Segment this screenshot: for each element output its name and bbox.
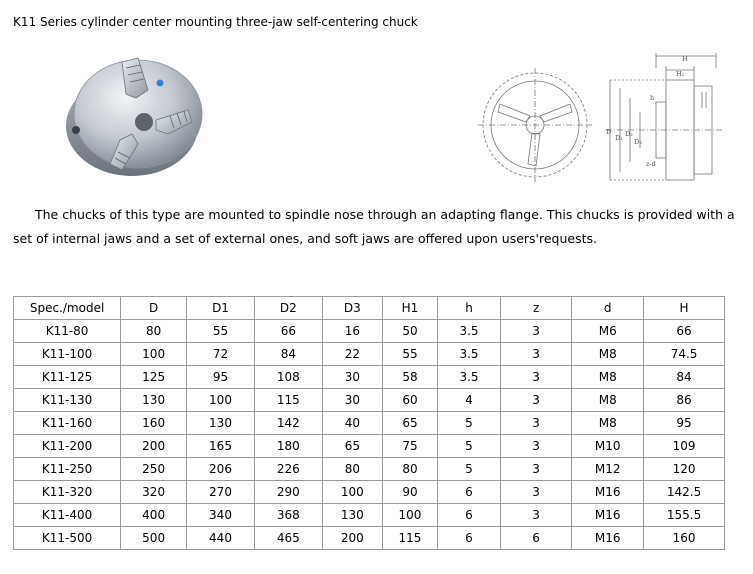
table-cell: K11-500 — [14, 527, 121, 550]
side-section-drawing — [606, 52, 726, 197]
table-cell: 6 — [438, 504, 501, 527]
table-cell: M8 — [572, 412, 644, 435]
table-cell: 16 — [322, 320, 382, 343]
table-cell: 340 — [187, 504, 255, 527]
table-cell: 5 — [438, 412, 501, 435]
table-cell: 86 — [644, 389, 725, 412]
table-cell: 130 — [322, 504, 382, 527]
column-header: D1 — [187, 297, 255, 320]
table-cell: 115 — [254, 389, 322, 412]
table-cell: 3 — [500, 458, 571, 481]
table-cell: 60 — [382, 389, 437, 412]
table-cell: 90 — [382, 481, 437, 504]
table-cell: 200 — [322, 527, 382, 550]
table-cell: K11-400 — [14, 504, 121, 527]
table-cell: 3 — [500, 320, 571, 343]
table-cell: K11-125 — [14, 366, 121, 389]
table-cell: K11-100 — [14, 343, 121, 366]
table-cell: 6 — [438, 481, 501, 504]
table-cell: 100 — [187, 389, 255, 412]
front-view-drawing — [476, 66, 594, 184]
table-cell: 50 — [382, 320, 437, 343]
label-h1: H₁ — [676, 70, 685, 78]
table-cell: M8 — [572, 389, 644, 412]
table-cell: 22 — [322, 343, 382, 366]
table-cell: M12 — [572, 458, 644, 481]
table-cell: 400 — [121, 504, 187, 527]
table-cell: 155.5 — [644, 504, 725, 527]
table-cell: 109 — [644, 435, 725, 458]
chuck-photo — [60, 48, 210, 183]
column-header: D2 — [254, 297, 322, 320]
table-cell: 3.5 — [438, 320, 501, 343]
column-header: H1 — [382, 297, 437, 320]
table-cell: K11-200 — [14, 435, 121, 458]
table-row — [14, 320, 725, 343]
table-cell: 40 — [322, 412, 382, 435]
table-cell: 6 — [438, 527, 501, 550]
table-row — [14, 504, 725, 527]
column-header: h — [438, 297, 501, 320]
label-d: D — [606, 128, 612, 136]
table-cell: 80 — [322, 458, 382, 481]
column-header: D — [121, 297, 187, 320]
table-cell: 120 — [644, 458, 725, 481]
table-cell: 165 — [187, 435, 255, 458]
table-cell: 74.5 — [644, 343, 725, 366]
table-cell: 80 — [121, 320, 187, 343]
label-z: z-d — [646, 160, 656, 168]
table-cell: 270 — [187, 481, 255, 504]
table-cell: 30 — [322, 366, 382, 389]
table-row — [14, 435, 725, 458]
table-cell: 115 — [382, 527, 437, 550]
table-cell: 72 — [187, 343, 255, 366]
table-cell: 55 — [187, 320, 255, 343]
table-cell: M6 — [572, 320, 644, 343]
table-row — [14, 343, 725, 366]
table-cell: 80 — [382, 458, 437, 481]
page-title: K11 Series cylinder center mounting three-jaw self-centering chuck — [13, 15, 418, 29]
table-cell: M16 — [572, 504, 644, 527]
table-cell: 5 — [438, 458, 501, 481]
table-row — [14, 389, 725, 412]
table-cell: 3 — [500, 366, 571, 389]
table-cell: 5 — [438, 435, 501, 458]
table-cell: 160 — [644, 527, 725, 550]
label-h: h — [650, 94, 655, 102]
table-cell: 125 — [121, 366, 187, 389]
spec-table — [13, 296, 725, 550]
table-cell: 226 — [254, 458, 322, 481]
table-cell: K11-80 — [14, 320, 121, 343]
table-cell: M8 — [572, 343, 644, 366]
table-cell: 3 — [500, 435, 571, 458]
table-cell: 100 — [121, 343, 187, 366]
table-cell: 465 — [254, 527, 322, 550]
figures — [0, 38, 753, 198]
table-header-row — [14, 297, 725, 320]
table-row — [14, 366, 725, 389]
column-header: Spec./model — [14, 297, 121, 320]
table-cell: 160 — [121, 412, 187, 435]
table-cell: 100 — [382, 504, 437, 527]
table-cell: M10 — [572, 435, 644, 458]
table-row — [14, 458, 725, 481]
label-d1: D₁ — [615, 134, 623, 142]
table-cell: M16 — [572, 481, 644, 504]
table-cell: 130 — [121, 389, 187, 412]
table-cell: 55 — [382, 343, 437, 366]
column-header: z — [500, 297, 571, 320]
table-cell: 3 — [500, 412, 571, 435]
table-cell: 108 — [254, 366, 322, 389]
table-cell: K11-320 — [14, 481, 121, 504]
table-cell: 4 — [438, 389, 501, 412]
table-cell: M8 — [572, 366, 644, 389]
table-cell: 84 — [254, 343, 322, 366]
table-cell: 200 — [121, 435, 187, 458]
column-header: D3 — [322, 297, 382, 320]
table-cell: 75 — [382, 435, 437, 458]
table-cell: 206 — [187, 458, 255, 481]
table-cell: 320 — [121, 481, 187, 504]
table-cell: 66 — [254, 320, 322, 343]
label-d2: D₂ — [625, 130, 633, 138]
table-cell: 3 — [500, 481, 571, 504]
label-d3: D₃ — [634, 138, 642, 146]
table-cell: 3.5 — [438, 343, 501, 366]
table-cell: M16 — [572, 527, 644, 550]
table-cell: 95 — [187, 366, 255, 389]
label-h-overall: H — [682, 55, 688, 63]
table-cell: 250 — [121, 458, 187, 481]
table-cell: K11-250 — [14, 458, 121, 481]
table-cell: 100 — [322, 481, 382, 504]
table-cell: 3 — [500, 504, 571, 527]
description-paragraph: The chucks of this type are mounted to spindle nose through an adapting flange. This chucks is provided with a set of internal jaws and a set of external ones, and soft jaws are offered upon users'requests. — [13, 207, 735, 246]
column-header: H — [644, 297, 725, 320]
table-cell: 3 — [500, 389, 571, 412]
table-cell: 6 — [500, 527, 571, 550]
table-cell: 66 — [644, 320, 725, 343]
table-cell: 180 — [254, 435, 322, 458]
table-cell: 500 — [121, 527, 187, 550]
table-cell: K11-130 — [14, 389, 121, 412]
table-cell: 3.5 — [438, 366, 501, 389]
table-cell: 368 — [254, 504, 322, 527]
table-cell: 95 — [644, 412, 725, 435]
table-cell: K11-160 — [14, 412, 121, 435]
table-cell: 58 — [382, 366, 437, 389]
table-cell: 142.5 — [644, 481, 725, 504]
table-cell: 3 — [500, 343, 571, 366]
column-header: d — [572, 297, 644, 320]
table-cell: 84 — [644, 366, 725, 389]
table-cell: 440 — [187, 527, 255, 550]
table-cell: 142 — [254, 412, 322, 435]
table-cell: 130 — [187, 412, 255, 435]
table-row — [14, 412, 725, 435]
table-cell: 65 — [382, 412, 437, 435]
table-cell: 65 — [322, 435, 382, 458]
table-cell: 30 — [322, 389, 382, 412]
table-cell: 290 — [254, 481, 322, 504]
table-row — [14, 527, 725, 550]
table-row — [14, 481, 725, 504]
